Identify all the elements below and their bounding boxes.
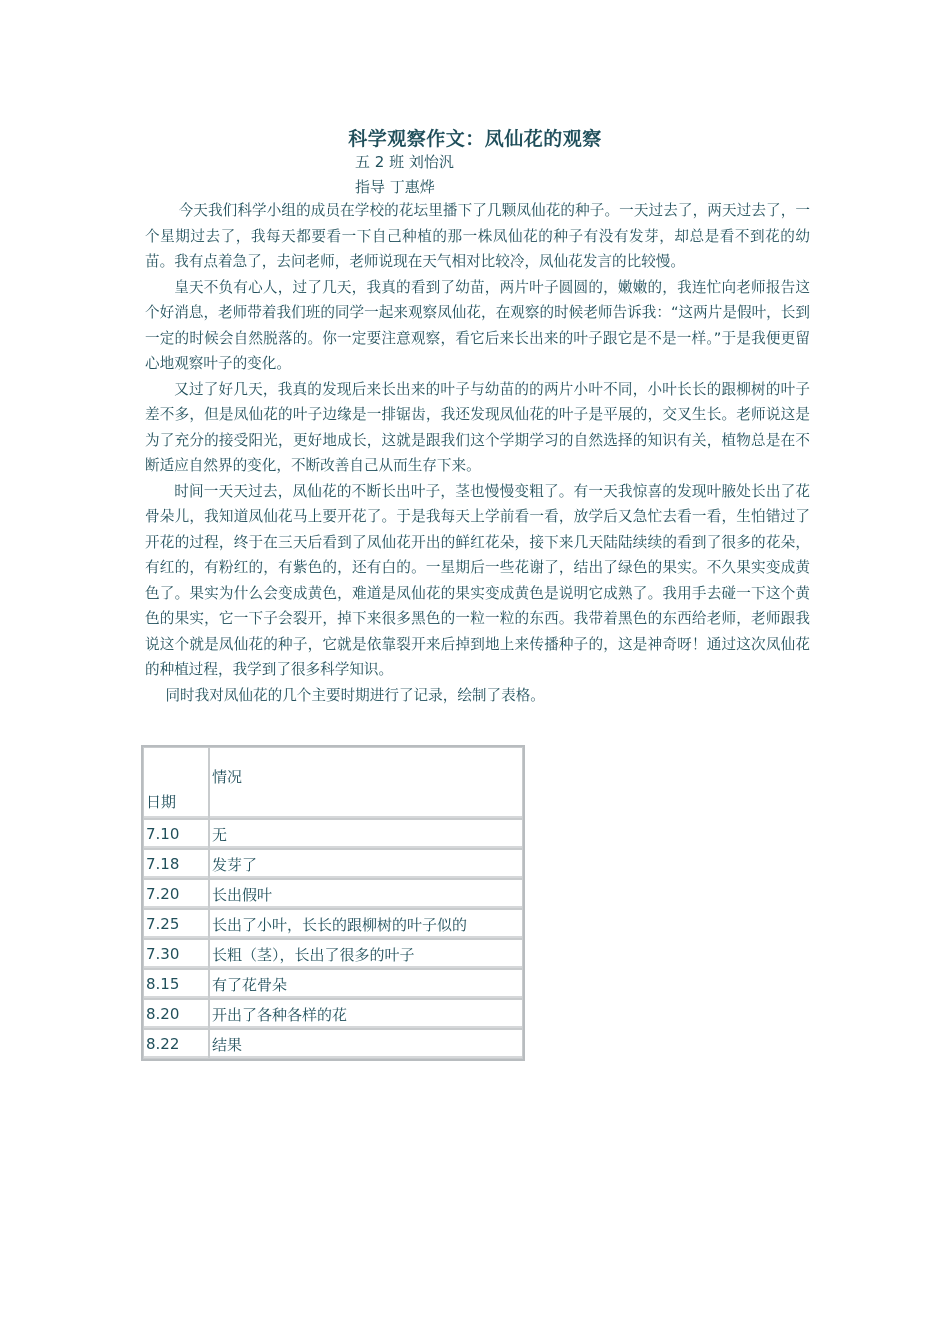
teacher-line: 指导 丁惠烨 [355,178,435,196]
table-header-row [143,747,523,819]
essay-body [145,198,810,708]
paragraph-3: 又过了好几天，我真的发现后来长出来的叶子与幼苗的的两片小叶不同，小叶长长的跟柳树的叶子差不多，但是凤仙花的叶子边缘是一排锯齿，我还发现凤仙花的叶子是平展的，交叉生长。老师说这是为了充分的接受阳光，更好地成长，这就是跟我们这个学期学习的自然选择的知识有关，植物总是在不断适应自然界的变化，不断改善自己从而生存下来。 [145,380,810,474]
row-date: 7.18 [143,849,209,879]
table-row [143,819,523,849]
paragraph-4: 时间一天天过去，凤仙花的不断长出叶子，茎也慢慢变粗了。有一天我惊喜的发现叶腋处长出了花骨朵儿，我知道凤仙花马上要开花了。于是我每天上学前看一看，放学后又急忙去看一看，生怕错过了开花的过程，终于在三天后看到了凤仙花开出的鲜红花朵，接下来几天陆陆续续的看到了很多的花朵，有红的，有粉红的，有紫色的，还有白的。一星期后一些花谢了，结出了绿色的果实。不久果实变成黄色了。果实为什么会变成黄色，难道是凤仙花的果实变成黄色是说明它成熟了。我用手去碰一下这个黄色的果实，它一下子会裂开，掉下来很多黑色的一粒一粒的东西。我带着黑色的东西给老师，老师跟我说这个就是凤仙花的种子，它就是依靠裂开来后掉到地上来传播种子的，这是神奇呀！通过这次凤仙花的种植过程，我学到了很多科学知识。 [145,482,810,678]
header-status: 情况 [209,747,523,819]
table-row [143,909,523,939]
row-date: 7.20 [143,879,209,909]
class-author-line: 五 2 班 刘怡汎 [355,153,454,171]
table-row [143,879,523,909]
row-date: 8.15 [143,969,209,999]
row-status: 结果 [209,1029,523,1059]
paragraph-5: 同时我对凤仙花的几个主要时期进行了记录，绘制了表格。 [165,686,545,704]
row-status: 开出了各种各样的花 [209,999,523,1029]
table-row [143,969,523,999]
table-row [143,849,523,879]
document-title: 科学观察作文：凤仙花的观察 [348,128,602,150]
table-row [143,1029,523,1059]
row-status: 有了花骨朵 [209,969,523,999]
row-status: 无 [209,819,523,849]
row-status: 长出了小叶，长长的跟柳树的叶子似的 [209,909,523,939]
row-date: 7.25 [143,909,209,939]
row-date: 8.22 [143,1029,209,1059]
row-status: 长粗（茎），长出了很多的叶子 [209,939,523,969]
observation-table [141,745,525,1061]
table-row [143,939,523,969]
row-date: 7.30 [143,939,209,969]
row-status: 长出假叶 [209,879,523,909]
paragraph-2: 皇天不负有心人，过了几天，我真的看到了幼苗，两片叶子圆圆的，嫩嫩的，我连忙向老师报告这个好消息，老师带着我们班的同学一起来观察凤仙花，在观察的时候老师告诉我：“这两片是假叶，长到一定的时候会自然脱落的。你一定要注意观察，看它后来长出来的叶子跟它是不是一样。”于是我便更留心地观察叶子的变化。 [145,278,810,372]
row-status: 发芽了 [209,849,523,879]
table-row [143,999,523,1029]
paragraph-1: 今天我们科学小组的成员在学校的花坛里播下了几颗凤仙花的种子。一天过去了，两天过去了，一个星期过去了，我每天都要看一下自己种植的那一株凤仙花的种子有没有发芽，却总是看不到花的幼苗。我有点着急了，去问老师，老师说现在天气相对比较冷，凤仙花发言的比较慢。 [145,202,810,270]
row-date: 8.20 [143,999,209,1029]
row-date: 7.10 [143,819,209,849]
header-date: 日期 [143,747,209,819]
